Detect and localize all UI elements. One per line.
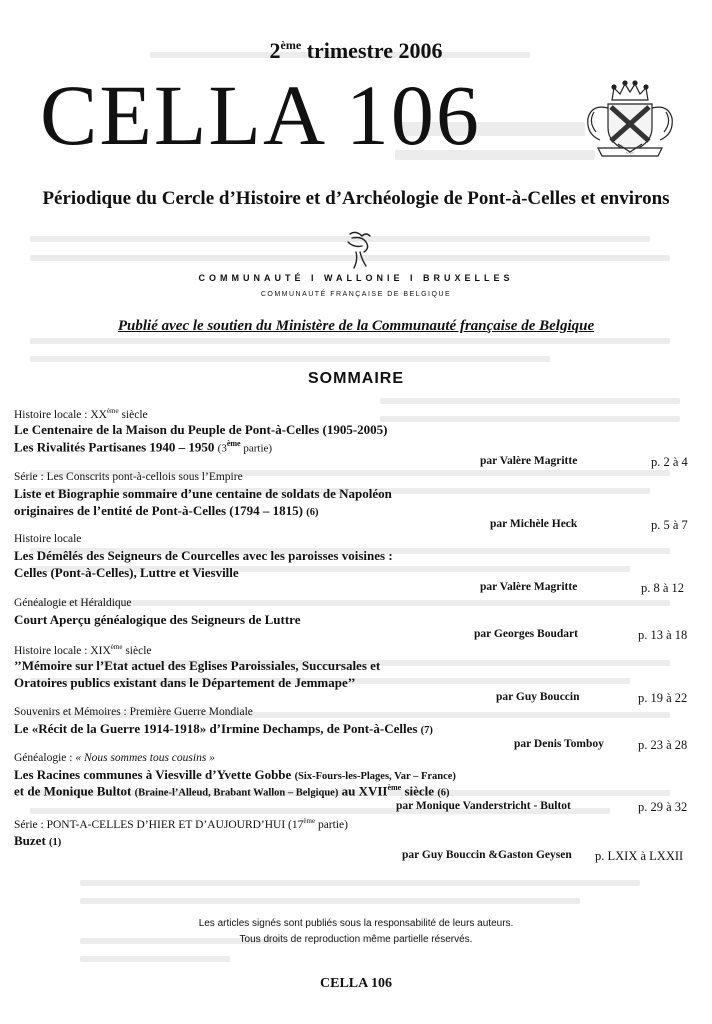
entry-title: ’’Mémoire sur l’Etat actuel des Eglises Paroissiales, Succursales et bbox=[14, 658, 381, 673]
support-line: Publié avec le soutien du Ministère de la Communauté française de Belgique bbox=[117, 318, 595, 334]
entry-title: et de Monique Bultot (Braine-l’Alleud, Brabant Wallon – Belgique) au XVIIème siècle (6) bbox=[14, 783, 450, 799]
entry-category: Série : Les Conscrits pont-à-cellois sous l’Empire bbox=[14, 471, 243, 483]
footer-title: CELLA 106 bbox=[320, 976, 392, 991]
entry-title: Celles (Pont-à-Celles), Luttre et Viesville bbox=[14, 565, 239, 580]
entry-title: Buzet (1) bbox=[14, 833, 62, 848]
entry-category: Généalogie et Héraldique bbox=[14, 597, 132, 609]
sponsor-logo-text: COMMUNAUTÉ I WALLONIE I BRUXELLES bbox=[198, 273, 514, 283]
entry-category: Souvenirs et Mémoires : Première Guerre Mondiale bbox=[14, 706, 253, 718]
entry-category: Histoire locale bbox=[14, 533, 82, 545]
entry-category: Histoire locale : XXème siècle bbox=[14, 407, 148, 421]
copyright-note-line: Tous droits de reproduction même partielle réservés. bbox=[239, 934, 473, 945]
entry-pages: p. 5 à 7 bbox=[651, 518, 688, 532]
entry-title: Les Rivalités Partisanes 1940 – 1950 (3ème partie) bbox=[14, 439, 273, 455]
entry-title: Le «Récit de la Guerre 1914-1918» d’Irmine Dechamps, de Pont-à-Celles (7) bbox=[14, 721, 433, 736]
entry-title: Les Démêlés des Seigneurs de Courcelles avec les paroisses voisines : bbox=[14, 548, 393, 563]
sponsor-logo-subtext: COMMUNAUTÉ FRANÇAISE DE BELGIQUE bbox=[260, 291, 452, 298]
entry-author: par Guy Bouccin &Gaston Geysen bbox=[402, 849, 572, 861]
coat-of-arms-icon bbox=[578, 78, 682, 162]
entry-title: Le Centenaire de la Maison du Peuple de Pont-à-Celles (1905-2005) bbox=[14, 422, 388, 437]
entry-author: par Denis Tomboy bbox=[514, 738, 604, 750]
entry-pages: p. 13 à 18 bbox=[638, 628, 688, 642]
issue-quarter: 2ème trimestre 2006 bbox=[269, 38, 443, 63]
entry-category: Série : PONT-A-CELLES D’HIER ET D’AUJOURD’HUI (17ème partie) bbox=[14, 817, 348, 831]
publication-title: CELLA 106 bbox=[40, 67, 481, 163]
entry-title: Court Aperçu généalogique des Seigneurs de Luttre bbox=[14, 612, 301, 627]
entry-author: par Monique Vanderstricht - Bultot bbox=[396, 800, 571, 812]
entry-author: par Guy Bouccin bbox=[496, 691, 580, 703]
copyright-note-line: Les articles signés sont publiés sous la responsabilité de leurs auteurs. bbox=[198, 918, 514, 929]
contents-heading: SOMMAIRE bbox=[308, 370, 404, 387]
svg-text:~~~: ~~~ bbox=[625, 151, 635, 157]
entry-title: originaires de l’entité de Pont-à-Celles (1794 – 1815) (6) bbox=[14, 503, 319, 518]
entry-pages: p. 2 à 4 bbox=[651, 455, 688, 469]
entry-category: Généalogie : « Nous sommes tous cousins » bbox=[14, 752, 215, 764]
entry-category: Histoire locale : XIXème siècle bbox=[14, 643, 152, 657]
entry-title: Les Racines communes à Viesville d’Yvette Gobbe (Six-Fours-les-Plages, Var – France) bbox=[14, 767, 456, 782]
entry-pages: p. 8 à 12 bbox=[641, 581, 685, 595]
entry-author: par Michèle Heck bbox=[490, 518, 578, 530]
entry-author: par Valère Magritte bbox=[480, 455, 578, 467]
publication-subtitle: Périodique du Cercle d’Histoire et d’Archéologie de Pont-à-Celles et environs bbox=[42, 188, 670, 209]
entry-author: par Georges Boudart bbox=[474, 628, 578, 640]
rooster-logo-icon bbox=[340, 228, 376, 270]
entry-pages: p. 29 à 32 bbox=[638, 800, 688, 814]
entry-pages: p. 19 à 22 bbox=[638, 691, 688, 705]
entry-title: Oratoires publics existant dans le Département de Jemmape’’ bbox=[14, 675, 356, 690]
entry-pages: p. 23 à 28 bbox=[638, 738, 688, 752]
entry-title: Liste et Biographie sommaire d’une centaine de soldats de Napoléon bbox=[14, 486, 392, 501]
entry-pages: p. LXIX à LXXII bbox=[595, 849, 684, 863]
entry-author: par Valère Magritte bbox=[480, 581, 578, 593]
copyright-note bbox=[0, 916, 712, 948]
